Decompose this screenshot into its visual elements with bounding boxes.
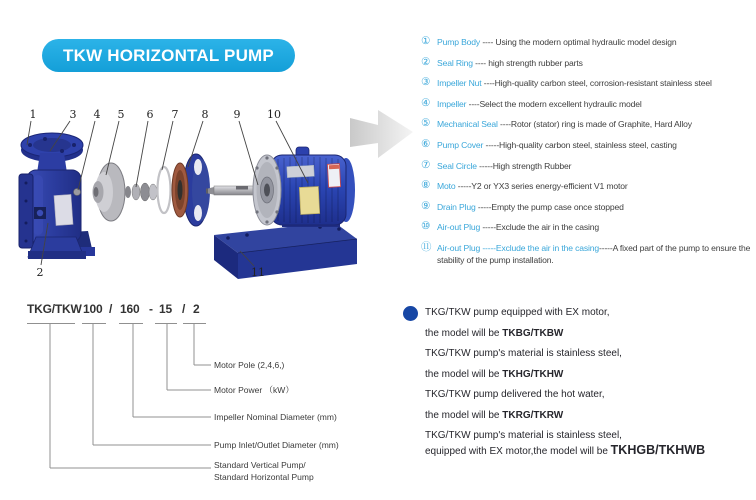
motor-shaft [206,186,258,195]
impeller [93,163,126,221]
part-number-badge: ⑪ [421,240,432,253]
part-text [437,242,755,266]
model-code-segment: 100 [83,302,103,316]
part-name: Pump Cover [437,139,484,150]
part-number-badge: ③ [421,76,431,89]
model-code-label: Standard Vertical Pump/ Standard Horizontal Pump [214,460,314,482]
part-description: -----Exclude the air in the casing [480,222,600,233]
model-code-label: Motor Pole (2,4,6,) [214,359,285,370]
part-text [437,118,755,130]
pump-cover [172,154,210,226]
part-name: Mechanical Seal [437,119,498,130]
parts-list [421,36,755,275]
parts-list-item [421,221,755,233]
note-text: the model will be [425,327,503,339]
model-code-label-line2: Standard Horizontal Pump [214,471,314,482]
model-notes [400,302,756,466]
model-code-segment: 160 [120,302,140,316]
part-description: ----Rotor (stator) ring is made of Graphite, Hard Alloy [497,119,692,130]
note-line [425,369,756,381]
model-code-segment: 2 [193,302,200,316]
note-line [425,410,756,422]
part-number-badge: ⑨ [421,199,431,212]
callout-label: 3 [69,108,77,121]
part-description: ---- Using the modern optimal hydraulic model design [480,37,677,47]
note-line [425,307,756,319]
part-description: ----High-quality carbon steel, corrosion-resistant stainless steel [481,78,712,89]
model-code-segment: - [149,302,153,316]
model-code-legend [0,295,400,500]
part-name: Seal Ring [437,57,473,68]
bullet-icon [403,306,418,321]
note-lines [400,302,756,458]
seal-gasket-ring [158,167,171,213]
part-text [437,139,755,151]
part-text [437,160,755,172]
note-text: equipped with EX motor,the model will be [425,445,611,457]
part-description: -----High-quality carbon steel, stainless steel, casting [483,139,677,150]
part-number-badge: ⑩ [421,220,431,233]
note-model-code: TKHG/TKHW [502,368,564,380]
note-text: the model will be [425,368,503,380]
callout-label: 2 [36,266,44,279]
model-code-segment: TKG/TKW [27,302,82,316]
note-line [425,430,756,442]
callout-label: 9 [233,108,241,121]
part-description: -----Empty the pump case once stopped [475,201,624,212]
part-name: Pump Body [437,37,481,47]
model-code-segment: / [182,302,186,316]
part-number-badge: ⑦ [421,158,431,171]
part-text [437,36,755,48]
parts-list-item [421,139,755,151]
part-number-badge: ④ [421,96,431,109]
part-text [437,180,755,192]
part-name: Air-out Plug -----Exclude the air in the casing [437,242,600,253]
callout-label: 7 [171,108,179,121]
part-name: Impeller [437,98,467,109]
note-text: TKG/TKW pump's material is stainless steel, [425,430,622,441]
parts-list-item [421,57,755,69]
motor-base [214,222,357,279]
note-text: TKG/TKW pump's material is stainless steel, [425,348,622,359]
model-code-label: Motor Power （kW） [214,384,294,395]
part-number-badge: ⑧ [421,179,431,192]
callout-label: 1 [29,108,37,121]
part-description: -----High strength Rubber [476,160,572,171]
part-text [437,221,755,233]
part-number-badge: ② [421,55,431,68]
model-code-segment: 15 [159,302,172,316]
note-model-code: TKHGB/TKHWB [610,442,706,457]
callout-label: 10 [267,108,281,121]
mechanical-seal-parts [125,183,157,201]
part-description: -----Y2 or YX3 series energy-efficient V1 motor [455,181,628,192]
note-line [425,348,756,360]
pump-exploded-diagram [0,95,430,290]
model-code-label: Impeller Nominal Diameter (mm) [214,411,337,422]
part-description: -----A fixed part of the pump to ensure the stability of the pump installation. [437,242,751,265]
callout-label: 5 [117,108,125,121]
callout-label: 11 [251,266,265,279]
model-code-segment: / [109,302,113,316]
parts-list-item [421,77,755,89]
part-text [437,77,755,89]
page-title: TKW HORIZONTAL PUMP [63,45,274,65]
impeller-nut [74,189,81,196]
pump-body [19,133,95,259]
parts-list-item [421,242,755,266]
note-text: TKG/TKW pump equipped with EX motor, [425,307,610,318]
part-description: ---- high strength rubber parts [472,57,583,68]
title-banner [42,39,295,72]
note-line [425,444,756,458]
part-name: Moto [437,181,456,192]
part-name: Seal Circle [437,160,477,171]
callout-label: 6 [146,108,154,121]
parts-list-item [421,160,755,172]
part-text [437,201,755,213]
arrow-right-icon [350,110,413,158]
model-code-label: Pump Inlet/Outlet Diameter (mm) [214,439,339,450]
parts-list-item [421,201,755,213]
part-name: Impeller Nut [437,78,482,89]
note-text: the model will be [425,409,503,421]
callout-label: 4 [93,108,101,121]
part-number-badge: ⑤ [421,117,431,130]
part-name: Drain Plug [437,201,476,212]
part-text [437,98,755,110]
note-model-code: TKBG/TKBW [502,327,564,339]
callout-label: 8 [201,108,209,121]
note-text: TKG/TKW pump delivered the hot water, [425,389,605,400]
parts-list-item [421,36,755,48]
part-number-badge: ⑥ [421,137,431,150]
note-model-code: TKRG/TKRW [502,409,564,421]
part-text [437,57,755,69]
parts-list-item [421,118,755,130]
parts-list-item [421,180,755,192]
note-line [425,328,756,340]
parts-list-item [421,98,755,110]
motor [253,147,355,227]
part-description: ----Select the modern excellent hydraulic model [466,98,642,109]
part-name: Air-out Plug [437,222,481,233]
note-line [425,389,756,401]
part-number-badge: ① [421,35,431,47]
